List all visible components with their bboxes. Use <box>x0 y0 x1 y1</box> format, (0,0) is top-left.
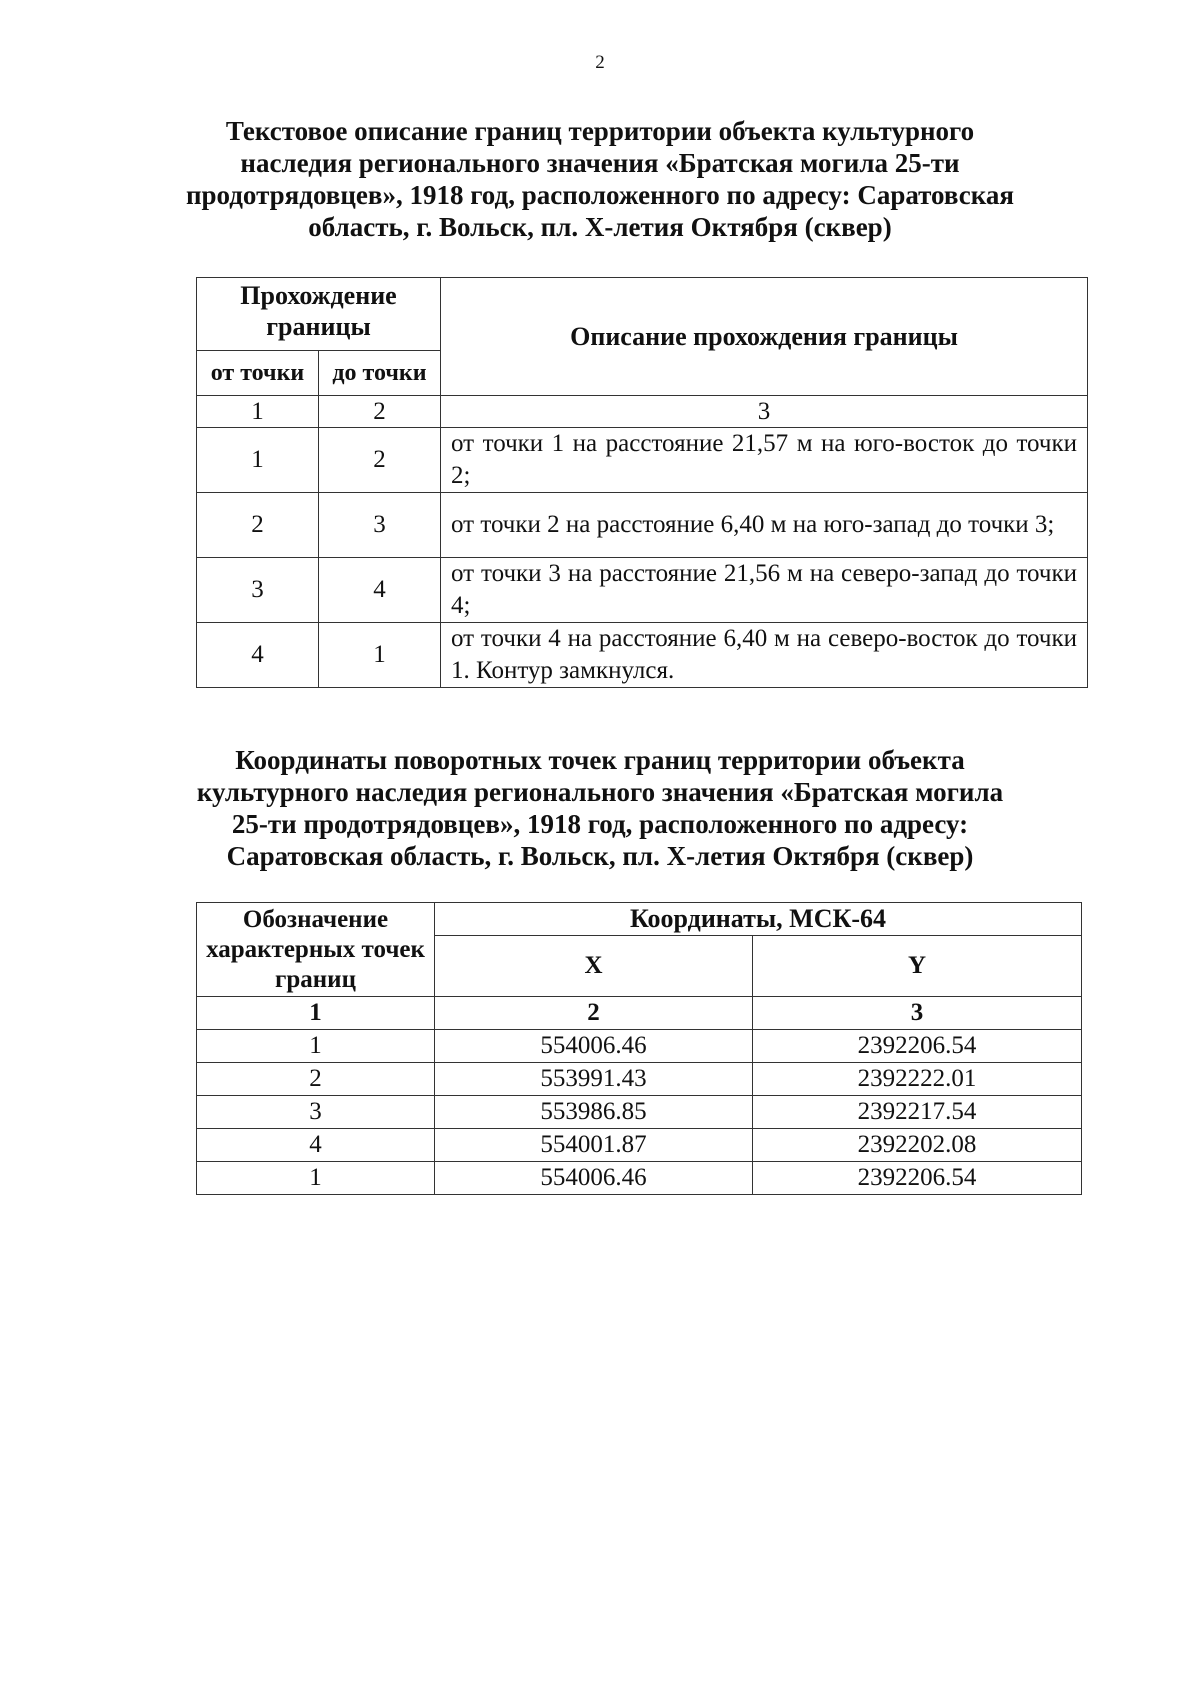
column-number-row <box>197 396 1088 428</box>
header-boundary-description: Описание прохождения границы <box>441 278 1088 396</box>
point-cell: 4 <box>197 1129 435 1162</box>
column-number: 2 <box>435 997 753 1030</box>
y-coordinate-cell: 2392206.54 <box>753 1030 1082 1063</box>
column-number: 1 <box>197 997 435 1030</box>
description-cell: от точки 3 на расстояние 21,56 м на северо-запад до точки 4; <box>441 558 1088 623</box>
y-coordinate-cell: 2392202.08 <box>753 1129 1082 1162</box>
column-number: 1 <box>197 396 319 428</box>
table-row <box>197 1030 1082 1063</box>
boundary-description-title: Текстовое описание границ территории объекта культурного наследия регионального значения «Братская могила 25-ти продотрядовцев», 1918 год, расположенного по адресу: Саратовская область, г. Вольск, пл. Х-летия Октября (сквер) <box>185 116 1015 242</box>
column-number: 2 <box>319 396 441 428</box>
header-from-point: от точки <box>197 351 319 396</box>
table-row <box>197 1162 1082 1195</box>
header-boundary-passage: Прохождение границы <box>197 278 441 351</box>
to-point-cell: 1 <box>319 623 441 688</box>
x-coordinate-cell: 554006.46 <box>435 1030 753 1063</box>
x-coordinate-cell: 554006.46 <box>435 1162 753 1195</box>
to-point-cell: 3 <box>319 493 441 558</box>
x-coordinate-cell: 553986.85 <box>435 1096 753 1129</box>
coordinates-title: Координаты поворотных точек границ территории объекта культурного наследия регионального значения «Братская могила 25-ти продотрядовцев», 1918 год, расположенного по адресу: Саратовская область, г. Вольск, пл. Х-летия Октября (сквер) <box>196 745 1004 871</box>
from-point-cell: 3 <box>197 558 319 623</box>
table-row <box>197 428 1088 493</box>
table-header-row <box>197 903 1082 936</box>
table-row <box>197 623 1088 688</box>
coordinates-table <box>196 902 1082 1195</box>
table-row <box>197 1063 1082 1096</box>
description-cell: от точки 1 на расстояние 21,57 м на юго-восток до точки 2; <box>441 428 1088 493</box>
table-header-row <box>197 278 1088 351</box>
y-coordinate-cell: 2392217.54 <box>753 1096 1082 1129</box>
from-point-cell: 1 <box>197 428 319 493</box>
column-number-row <box>197 997 1082 1030</box>
y-coordinate-cell: 2392222.01 <box>753 1063 1082 1096</box>
header-coordinates: Координаты, МСК-64 <box>435 903 1082 936</box>
description-cell: от точки 2 на расстояние 6,40 м на юго-запад до точки 3; <box>441 493 1088 558</box>
point-cell: 2 <box>197 1063 435 1096</box>
column-number: 3 <box>441 396 1088 428</box>
point-cell: 1 <box>197 1030 435 1063</box>
boundary-description-table <box>196 277 1088 688</box>
page-number: 2 <box>595 52 605 73</box>
x-coordinate-cell: 553991.43 <box>435 1063 753 1096</box>
header-x: X <box>435 936 753 997</box>
from-point-cell: 4 <box>197 623 319 688</box>
to-point-cell: 4 <box>319 558 441 623</box>
table-row <box>197 1096 1082 1129</box>
point-cell: 3 <box>197 1096 435 1129</box>
table-row <box>197 1129 1082 1162</box>
column-number: 3 <box>753 997 1082 1030</box>
header-to-point: до точки <box>319 351 441 396</box>
table-row <box>197 493 1088 558</box>
x-coordinate-cell: 554001.87 <box>435 1129 753 1162</box>
y-coordinate-cell: 2392206.54 <box>753 1162 1082 1195</box>
header-point-designation: Обозначение характерных точек границ <box>197 903 435 997</box>
to-point-cell: 2 <box>319 428 441 493</box>
header-y: Y <box>753 936 1082 997</box>
from-point-cell: 2 <box>197 493 319 558</box>
point-cell: 1 <box>197 1162 435 1195</box>
table-row <box>197 558 1088 623</box>
description-cell: от точки 4 на расстояние 6,40 м на северо-восток до точки 1. Контур замкнулся. <box>441 623 1088 688</box>
